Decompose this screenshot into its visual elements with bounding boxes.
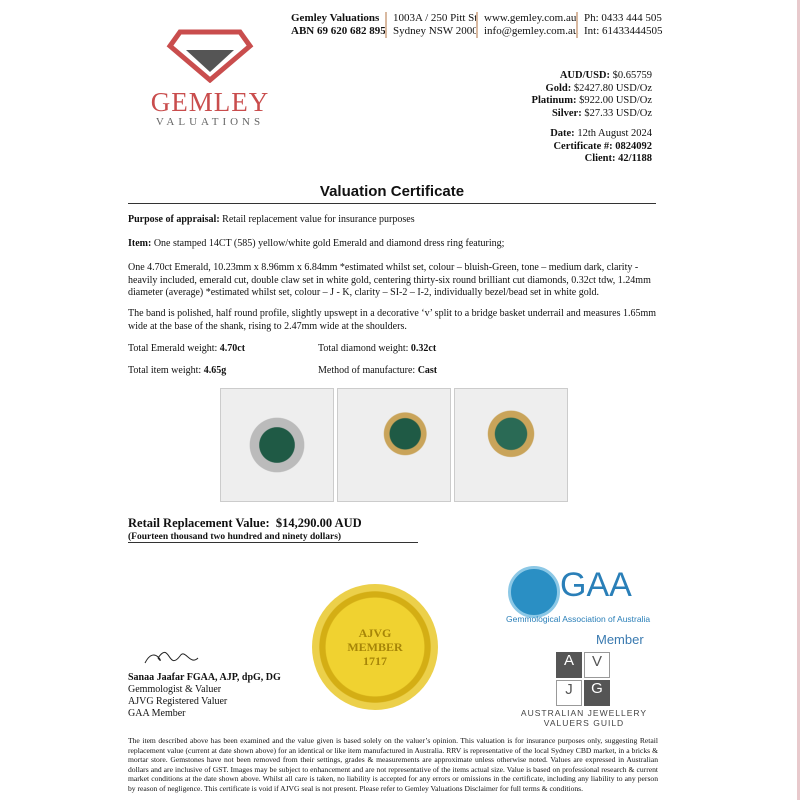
gaa-logo-text: GAA (560, 566, 632, 604)
page-title: Valuation Certificate (128, 183, 656, 204)
logo-sub: VALUATIONS (155, 116, 265, 128)
manufacture-method: Method of manufacture: Cast (318, 365, 438, 376)
ring-photo-front (220, 388, 334, 502)
header-web: www.gemley.com.au info@gemley.com.au (476, 12, 578, 38)
ring-photo-side (337, 388, 451, 502)
logo (140, 28, 280, 128)
valuer-details: Sanaa Jaafar FGAA, AJP, dpG, DG Gemmologist & Valuer AJVG Registered Valuer GAA Member (128, 672, 281, 719)
signature (140, 638, 200, 674)
gaa-member: Member (596, 632, 644, 647)
diamond-weight: Total diamond weight: 0.32ct (318, 343, 437, 354)
header-address: 1003A / 250 Pitt St Sydney NSW 2000 (385, 12, 478, 38)
description: One 4.70ct Emerald, 10.23mm x 8.96mm x 6.84mm *estimated whilst set, colour – bluish-Green, tone – medium dark, clarity - heavily included, emerald cut, double claw set in white gold, centering thirty-six round brilliant cut diamonds, 0.32ct tdw, 1.24mm diameter (average) *estimated whilst set, colour – J - K, clarity – SI-2 – I-2, individually bezel/bead set in white gold. (128, 262, 651, 298)
header-phone: Ph: 0433 444 505 Int: 61433444505 (576, 12, 663, 38)
retail-value-words: (Fourteen thousand two hundred and ninety dollars) (128, 532, 418, 543)
gaa-emblem-icon (508, 566, 560, 618)
emerald-weight: Total Emerald weight: 4.70ct (128, 343, 246, 354)
metal-rates: AUD/USD: $0.65759 Gold: $2427.80 USD/Oz Platinum: $922.00 USD/Oz Silver: $27.33 USD/Oz (531, 70, 652, 119)
diamond-logo-icon (166, 28, 254, 83)
gaa-name: Gemmological Association of Australia (506, 614, 651, 624)
purpose: Purpose of appraisal: Retail replacement value for insurance purposes (128, 214, 415, 225)
certificate-meta: Date: 12th August 2024 Certificate #: 0824092 Client: 42/1188 (550, 128, 652, 164)
band-description: The band is polished, half round profile, slightly upswept in a decorative ‘v’ split to a bridge basket underrail and measures 1.65mm wide at the base of the shank, rising to 2.47mm wide at the shoulders. (128, 308, 657, 332)
ring-photo-back (454, 388, 568, 502)
logo-name: GEMLEY (150, 87, 270, 117)
retail-value: Retail Replacement Value: $14,290.00 AUD (128, 516, 362, 530)
ajvg-logo: A V J G (556, 652, 610, 706)
ajvg-seal: AJVG MEMBER 1717 (312, 584, 438, 710)
ajvg-name: AUSTRALIAN JEWELLERY VALUERS GUILD (520, 708, 648, 728)
disclaimer: The item described above has been examined and the value given is based solely on the valuer’s opinion. This valuation is for insurance purposes only, suggesting Retail replacement value (current at date shown above) for an identical or like item manufactured in Australia. RRV is representative of the local Sydney CBD market, in a bricks & mortar store. Gemstones have not been removed from their settings, grades & measurements are approximate unless otherwise noted. Values are expressed in Australian dollars and are inclusive of GST. Images may be subject to enhancement and are not representative of the items actual size. Value is based on professional research & current market conditions at the date shown above. Whilst all care is taken, no liability is accepted for any errors or omissions in the certificate, including any liability to any person by reason of negligence. This certificate is void if AJVG seal is not present. Please refer to Gemley Valuations Disclaimer for full terms & conditions. (128, 736, 658, 793)
item: Item: One stamped 14CT (585) yellow/white gold Emerald and diamond dress ring featuring; (128, 238, 505, 249)
item-weight: Total item weight: 4.65g (128, 365, 227, 376)
header-company: Gemley Valuations ABN 69 620 682 895 (291, 12, 386, 37)
